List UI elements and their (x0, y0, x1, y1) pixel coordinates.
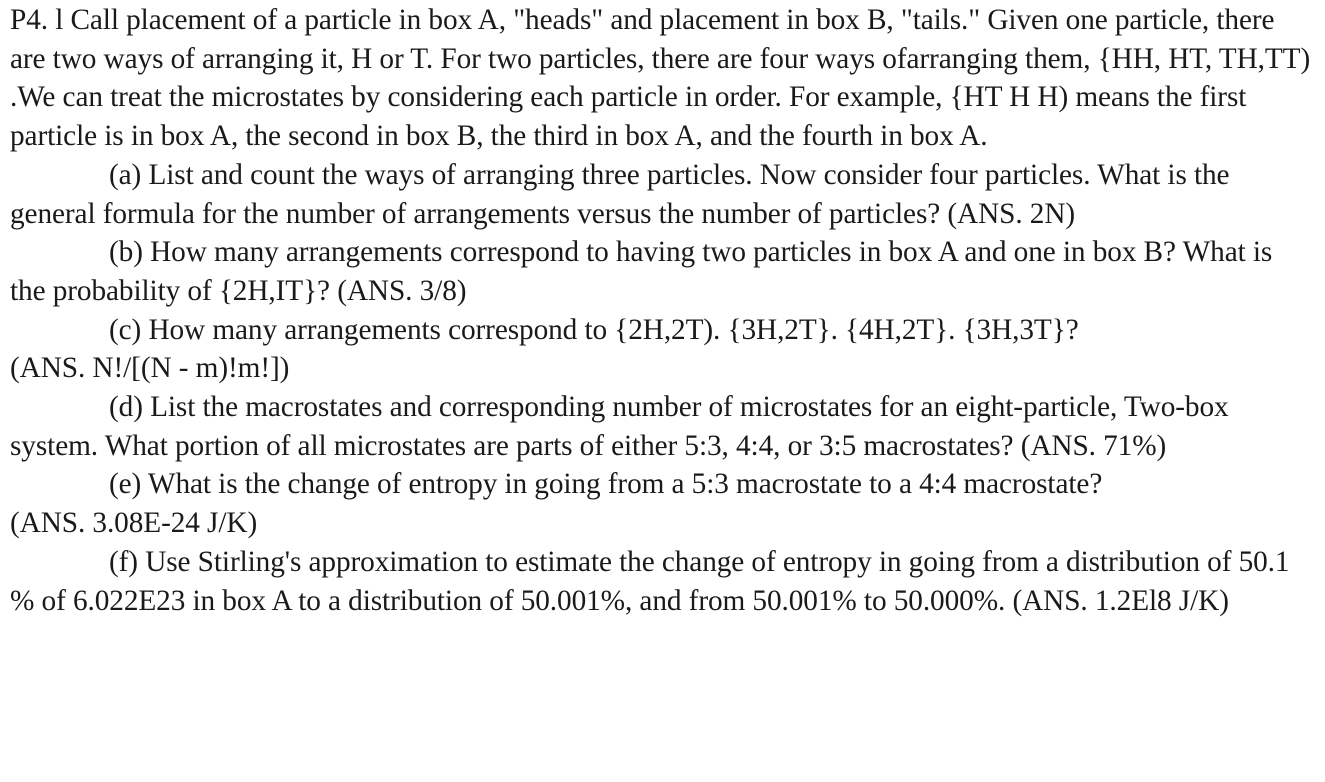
part-a-answer: (ANS. 2N) (947, 197, 1076, 230)
part-b-text: (b) How many arrangements correspond to having two particles in box A and one in box B? What is the probability of {2H,IT}? (10, 236, 1273, 307)
part-e (10, 465, 1313, 542)
part-f-text: (f) Use Stirling's approximation to estimate the change of entropy in going from a distribution of 50.1 % of 6.022E23 in box A to a distribution of 50.001%, and from 50.001% to 50.000%. (10, 545, 1290, 617)
part-c-text: (c) How many arrangements correspond to {2H,2T). {3H,2T}. {4H,2T}. {3H,3T}? (109, 313, 1079, 346)
part-d (10, 388, 1313, 465)
problem-intro: P4. l Call placement of a particle in box A, "heads" and placement in box B, "tails." Given one particle, there are two ways of arranging it, H or T. For two particles, there are four ways ofarranging them, {HH, HT, TH,TT) .We can treat the microstates by considering each particle in order. For example, {HT H H) means the first particle is in box A, the second in box B, the third in box A, and the fourth in box A. (10, 4, 1311, 153)
part-b (10, 233, 1313, 310)
part-f-answer: (ANS. 1.2El8 J/K) (1012, 584, 1229, 617)
part-a-text: (a) List and count the ways of arranging three particles. Now consider four particles. What is the general formula for the number of arrangements versus the number of particles? (10, 158, 1230, 230)
part-e-answer: (ANS. 3.08E-24 J/K) (10, 507, 258, 540)
part-e-text: (e) What is the change of entropy in going from a 5:3 macrostate to a 4:4 macrostate? (109, 468, 1103, 501)
part-d-text: (d) List the macrostates and corresponding number of microstates for an eight-particle, Two-box system. What portion of all microstates are parts of either 5:3, 4:4, or 3:5 macrostates? (10, 391, 1229, 462)
part-f (10, 543, 1313, 620)
part-c (10, 311, 1313, 388)
part-d-answer: (ANS. 71%) (1020, 429, 1167, 462)
part-c-answer: (ANS. N!/[(N - m)!m!]) (10, 352, 290, 385)
part-b-answer: (ANS. 3/8) (337, 274, 467, 307)
part-a (10, 156, 1313, 233)
